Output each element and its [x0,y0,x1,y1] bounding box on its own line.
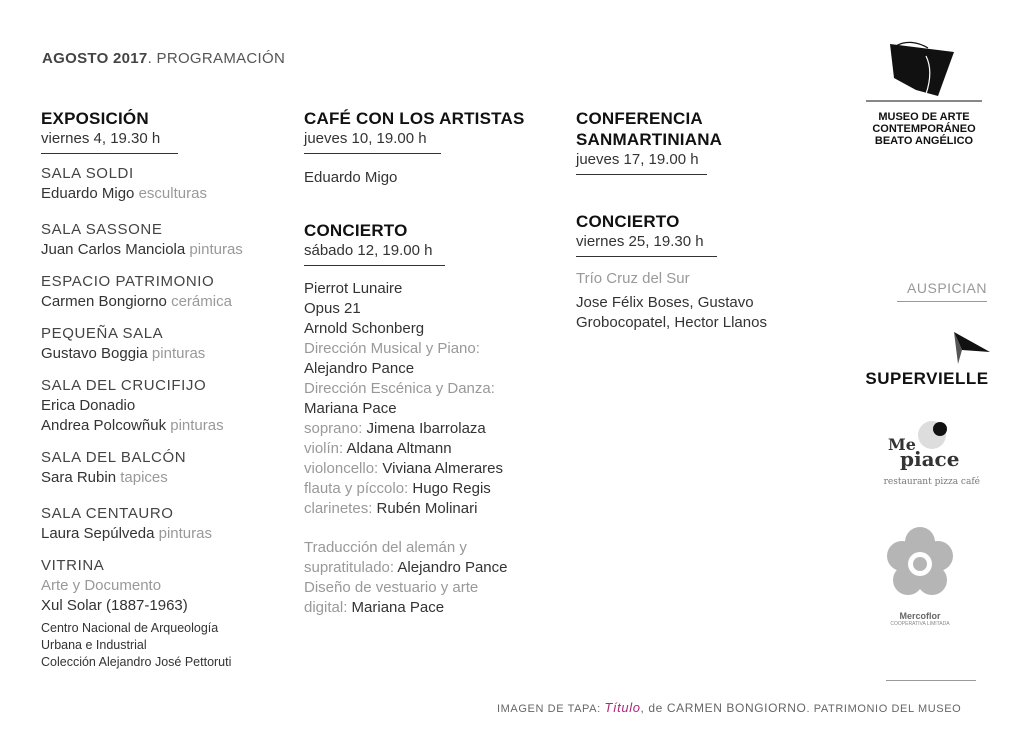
credit-name: Alejandro Pance [304,360,415,377]
mepiace-logo [880,415,990,495]
cafe-date: jueves 10, 19.00 h [304,130,427,147]
role-name: Jimena Ibarrolaza [366,420,486,437]
vitrina-credit: Colección Alejandro José Pettoruti [41,655,232,669]
museum-name-line: MUSEO DE ARTE [878,111,970,123]
room-item [41,324,291,364]
cover-credit-suffix: . PATRIMONIO DEL MUSEO [806,703,962,715]
credit-label: Diseño de vestuario y arte [304,579,479,596]
conferencia-date: jueves 17, 19.00 h [576,151,699,168]
divider [41,153,178,154]
room-name: SALA CENTAURO [41,505,174,522]
exposicion-date: viernes 4, 19.30 h [41,130,161,147]
work-line: Pierrot Lunaire [304,280,403,297]
museum-logo [866,38,982,147]
room-name: SALA SASSONE [41,221,163,238]
room-medium: esculturas [138,185,207,202]
room-medium: pinturas [189,241,243,258]
work-line: Opus 21 [304,300,361,317]
mercoflor-wordmark: Mercoflor [899,611,941,621]
room-medium: pinturas [151,345,206,362]
cafe-concierto-column [304,108,559,618]
role-name: Hugo Regis [412,480,491,497]
exposicion-date-block [41,129,178,154]
museum-emblem-icon [866,38,982,102]
credit-label: supratitulado: [304,559,398,576]
concierto2-title: CONCIERTO [576,212,680,231]
credit-label: digital: [304,599,352,616]
role-name: Viviana Almerares [382,460,504,477]
supervielle-logo [862,330,992,389]
room-item [41,448,291,488]
conferencia-title: CONFERENCIA [576,109,703,128]
credit-label: Dirección Musical y Piano: [304,340,480,357]
room-item [41,376,291,436]
vitrina-item [41,556,291,671]
room-medium: tapices [120,469,168,486]
room-artist: Andrea Polcowñuk [41,417,167,434]
room-artist: Sara Rubin [41,469,117,486]
divider [304,265,445,266]
room-medium: cerámica [171,293,232,310]
room-artist: Juan Carlos Manciola [41,241,186,258]
exposicion-title: EXPOSICIÓN [41,109,149,128]
mercoflor-subtitle: COOPERATIVA LIMITADA [890,621,950,627]
museum-name-line: CONTEMPORÁNEO [872,123,976,135]
conferencia-title: SANMARTINIANA [576,130,723,149]
room-item [41,504,291,544]
room-item [41,272,291,312]
credit-label: Traducción del alemán y [304,539,467,556]
vitrina-artist: Xul Solar (1887-1963) [41,597,188,614]
cafe-guest: Eduardo Migo [304,169,398,186]
vitrina-credit: Urbana e Industrial [41,638,147,652]
divider [576,174,707,175]
supervielle-wordmark: SUPERVIELLE [865,369,989,388]
role-label: soprano: [304,420,367,437]
room-artist: Laura Sepúlveda [41,525,155,542]
room-artist: Gustavo Boggia [41,345,148,362]
cover-credit-title: Título [604,700,641,715]
ensemble-name: Trío Cruz del Sur [576,270,690,287]
header-section: . PROGRAMACIÓN [147,50,286,67]
role-label: clarinetes: [304,500,377,517]
vitrina-subtitle: Arte y Documento [41,577,162,594]
room-name: ESPACIO PATRIMONIO [41,273,215,290]
concierto1-date: sábado 12, 19.00 h [304,242,433,259]
mercoflor-flower-icon [880,524,960,604]
room-artist: Carmen Bongiorno [41,293,167,310]
cover-credit [497,700,961,715]
mepiace-blob-icon [914,417,954,451]
room-artist: Eduardo Migo [41,185,135,202]
exposicion-column [41,108,291,671]
credit-name: Alejandro Pance [397,559,508,576]
work-line: Arnold Schonberg [304,320,425,337]
concierto1-block [304,220,559,618]
role-label: violoncello: [304,460,383,477]
page-header [42,50,285,67]
credit-name: Mariana Pace [304,400,397,417]
room-name: SALA DEL CRUCIFIJO [41,377,207,394]
ensemble-members: Grobocopatel, Hector Llanos [576,314,767,331]
role-label: violín: [304,440,347,457]
header-month: AGOSTO 2017 [42,50,148,67]
role-name: Aldana Altmann [346,440,452,457]
conferencia-concierto-column [576,108,836,333]
cover-credit-middle: , de CARMEN BONGIORNO [640,701,807,715]
mepiace-wordmark: piace [900,447,960,471]
role-name: Rubén Molinari [376,500,478,517]
cover-credit-colon: : [597,703,605,715]
concierto2-date: viernes 25, 19.30 h [576,233,704,250]
cafe-title: CAFÉ CON LOS ARTISTAS [304,109,525,128]
divider [304,153,441,154]
divider [897,301,987,302]
vitrina-credit: Centro Nacional de Arqueología [41,621,219,635]
supervielle-mark-icon [862,330,992,366]
ensemble-members: Jose Félix Boses, Gustavo [576,294,754,311]
room-medium: pinturas [170,417,224,434]
room-item [41,164,291,204]
divider [576,256,717,257]
room-artist: Erica Donadio [41,397,136,414]
museum-name-line: BEATO ANGÉLICO [874,135,974,147]
room-name: PEQUEÑA SALA [41,325,164,342]
divider [886,680,976,681]
concierto2-block [576,211,836,333]
room-name: SALA SOLDI [41,165,134,182]
vitrina-name: VITRINA [41,557,105,574]
cafe-date-block [304,129,441,154]
mercoflor-logo [880,524,960,627]
cover-credit-prefix: IMAGEN DE TAPA [497,703,598,715]
sponsors-label: AUSPICIAN [907,280,987,296]
mepiace-wordmark: Me [888,435,916,454]
concierto1-title: CONCIERTO [304,221,408,240]
credit-label: Dirección Escénica y Danza: [304,380,495,397]
room-medium: pinturas [158,525,212,542]
mepiace-subtitle: restaurant pizza café [883,477,980,487]
room-name: SALA DEL BALCÓN [41,449,187,466]
room-item [41,220,291,260]
role-label: flauta y píccolo: [304,480,413,497]
credit-name: Mariana Pace [351,599,445,616]
